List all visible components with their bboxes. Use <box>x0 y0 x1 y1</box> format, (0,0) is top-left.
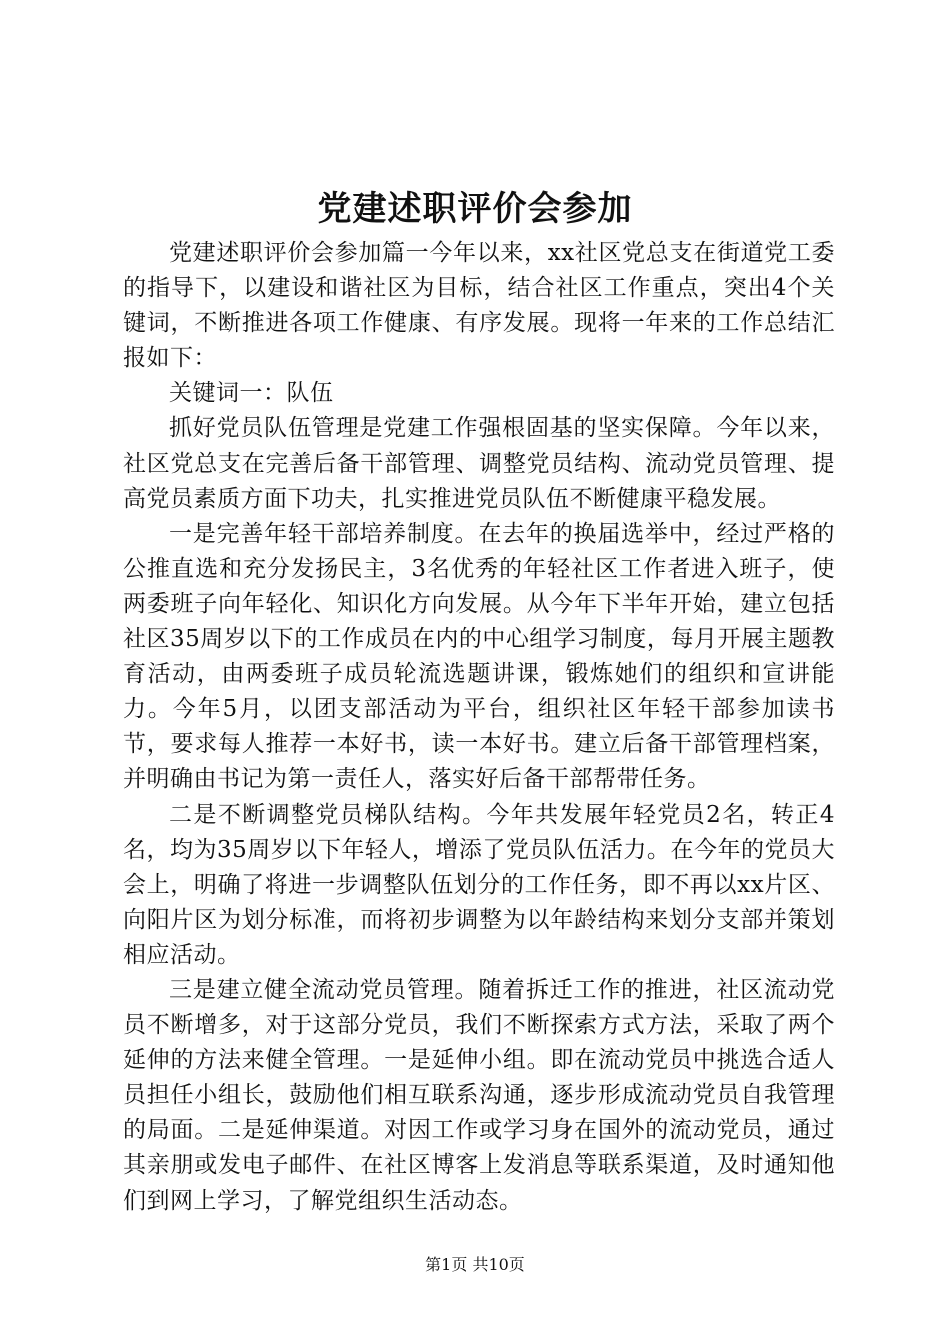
paragraph-mobile-members: 三是建立健全流动党员管理。随着拆迁工作的推进，社区流动党员不断增多，对于这部分党员，我们不断探索方式方法，采取了两个延伸的方法来健全管理。一是延伸小组。即在流动党员中挑选合适人员担任小组长，鼓励他们相互联系沟通，逐步形成流动党员自我管理的局面。二是延伸渠道。对因工作或学习身在国外的流动党员，通过其亲朋或发电子邮件、在社区博客上发消息等联系渠道，及时通知他们到网上学习，了解党组织生活动态。 <box>123 976 835 1214</box>
paragraph-team-management: 抓好党员队伍管理是党建工作强根固基的坚实保障。今年以来，社区党总支在完善后备干部管理、调整党员结构、流动党员管理、提高党员素质方面下功夫，扎实推进党员队伍不断健康平稳发展。 <box>123 415 835 512</box>
paragraph-young-cadres: 一是完善年轻干部培养制度。在去年的换届选举中，经过严格的公推直选和充分发扬民主，3名优秀的年轻社区工作者进入班子，使两委班子向年轻化、知识化方向发展。从今年下半年开始，建立包括社区35周岁以下的工作成员在内的中心组学习制度，每月开展主题教育活动，由两委班子成员轮流选题讲课，锻炼她们的组织和宣讲能力。今年5月，以团支部活动为平台，组织社区年轻干部参加读书节，要求每人推荐一本好书，读一本好书。建立后备干部管理档案，并明确由书记为第一责任人，落实好后备干部帮带任务。 <box>123 520 835 793</box>
paragraph-keyword-one: 关键词一：队伍 <box>169 380 334 407</box>
paragraph-member-structure: 二是不断调整党员梯队结构。今年共发展年轻党员2名，转正4名，均为35周岁以下年轻人，增添了党员队伍活力。在今年的党员大会上，明确了将进一步调整队伍划分的工作任务，即不再以xx片区、向阳片区为划分标准，而将初步调整为以年龄结构来划分支部并策划相应活动。 <box>123 801 835 968</box>
document-body <box>123 236 835 1219</box>
paragraph-intro: 党建述职评价会参加篇一今年以来，xx社区党总支在街道党工委的指导下，以建设和谐社区为目标，结合社区工作重点，突出4个关键词，不断推进各项工作健康、有序发展。现将一年来的工作总结汇报如下： <box>123 240 835 372</box>
page-footer: 第1页 共10页 <box>425 1255 525 1274</box>
document-title: 党建述职评价会参加 <box>317 189 633 229</box>
